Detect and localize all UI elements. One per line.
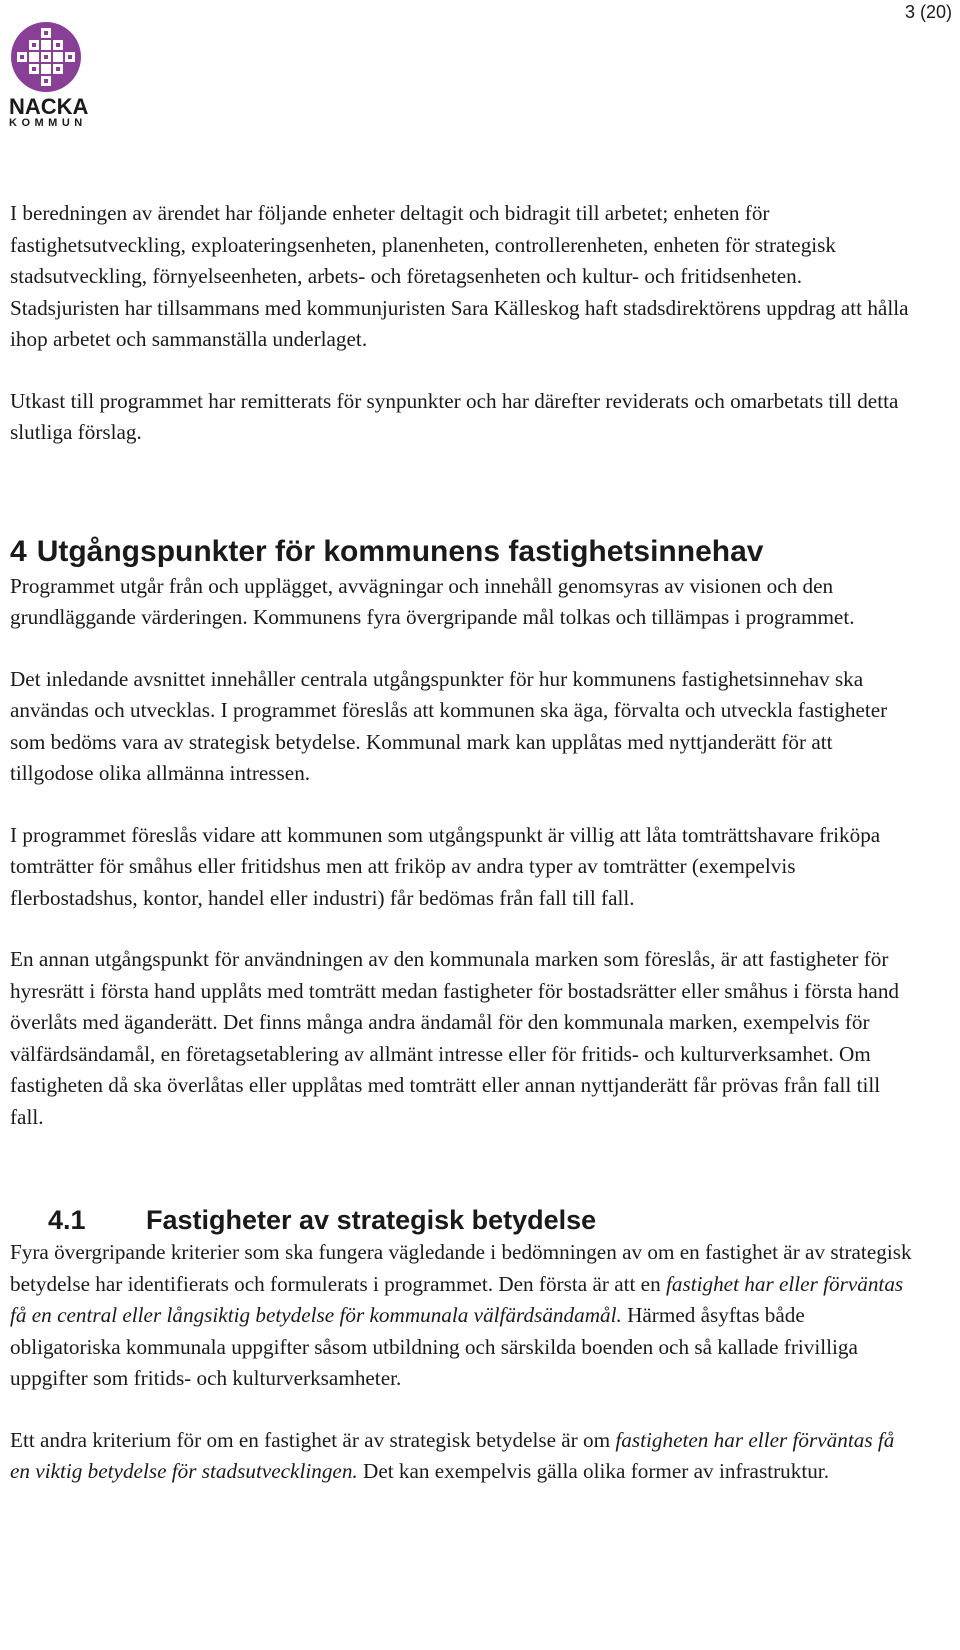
paragraph-draft: Utkast till programmet har remitterats för synpunkter och har därefter reviderats och omarbetats till detta slutliga förslag. bbox=[10, 388, 899, 444]
section-4-title: Utgångspunkter för kommunens fastighetsinnehav bbox=[36, 534, 764, 568]
criteria-first-text-a: Fyra övergripande kriterier som ska fungera vägledande i bedömningen av om en fastighet är av strategisk betydelse har identifierats och formulerats i programmet. Den första är att en bbox=[10, 1240, 912, 1296]
logo-sub: KOMMUN bbox=[9, 117, 87, 129]
paragraph-criteria-second bbox=[10, 1425, 916, 1488]
section-4-1-heading bbox=[10, 1203, 916, 1237]
section-4-1-title: Fastigheter av strategisk betydelse bbox=[146, 1205, 597, 1235]
criteria-first-emphasis: fastighet har eller förväntas få en central eller långsiktig betydelse för kommunala välfärdsändamål. bbox=[10, 1271, 904, 1327]
criteria-second-text-b: Det kan exempelvis gälla olika former av infrastruktur. bbox=[357, 1459, 829, 1483]
paragraph-introduction: Det inledande avsnittet innehåller centrala utgångspunkter för hur kommunens fastighetsinnehav ska användas och utvecklas. I programmet föreslås att kommunen ska äga, förvalta och utveckla fastigheter som bedöms vara av strategisk betydelse. Kommunal mark kan upplåtas med nyttjanderätt för att tillgodose olika allmänna intressen. bbox=[10, 666, 888, 785]
section-4-number: 4 bbox=[10, 534, 27, 568]
paragraph-land-use: En annan utgångspunkt för användningen av den kommunala marken som föreslås, är att fastigheter för hyresrätt i första hand upplåts med tomträtt medan fastigheter för bostadsrätter eller småhus i första hand överlåts med äganderätt. Det finns många andra ändamål för den kommunala marken, exempelvis för välfärdsändamål, en företagsetablering av allmänt intresse eller för fritids- och kulturverksamhet. Om fastigheten då ska överlåtas eller upplåtas med tomträtt eller annan nyttjanderätt får prövas från fall till fall. bbox=[10, 947, 900, 1129]
page-number: 3 (20) bbox=[904, 2, 952, 22]
criteria-second-emphasis: fastigheten har eller förväntas få en viktig betydelse för stadsutvecklingen. bbox=[10, 1427, 895, 1483]
logo-name: NACKA bbox=[9, 94, 89, 119]
section-4-1-number: 4.1 bbox=[48, 1205, 86, 1235]
section-4-heading bbox=[10, 533, 916, 571]
nacka-emblem-icon bbox=[9, 20, 83, 94]
paragraph-program-basis: Programmet utgår från och upplägget, avvägningar och innehåll genomsyras av visionen och den grundläggande värderingen. Kommunens fyra övergripande mål tolkas och tillämpas i programmet. bbox=[10, 573, 855, 629]
nacka-kommun-logo bbox=[9, 20, 89, 130]
criteria-second-text-a: Ett andra kriterium för om en fastighet är av strategisk betydelse är om bbox=[10, 1427, 616, 1452]
paragraph-criteria-first bbox=[10, 1237, 916, 1395]
criteria-first-text-b: Härmed åsyftas både obligatoriska kommunala uppgifter såsom utbildning och särskilda boenden och så kallade frivilliga uppgifter som fritids- och kulturverksamheter. bbox=[10, 1303, 858, 1390]
document-body bbox=[10, 198, 916, 1518]
paragraph-preparation: I beredningen av ärendet har följande enheter deltagit och bidragit till arbetet; enheten för fastighetsutveckling, exploateringsenheten, planenheten, controllerenheten, enheten för strategisk stadsutveckling, förnyelseenheten, arbets- och företagsenheten och kultur- och fritidsenheten. Stadsjuristen har tillsammans med kommunjuristen Sara Källeskog haft stadsdirektörens uppdrag att hålla ihop arbetet och sammanställa underlaget. bbox=[10, 201, 909, 351]
paragraph-leasehold: I programmet föreslås vidare att kommunen som utgångspunkt är villig att låta tomträttshavare friköpa tomträtter för småhus eller fritidshus men att friköp av andra typer av tomträtter (exempelvis flerbostadshus, kontor, handel eller industri) får bedömas från fall till fall. bbox=[10, 822, 881, 910]
